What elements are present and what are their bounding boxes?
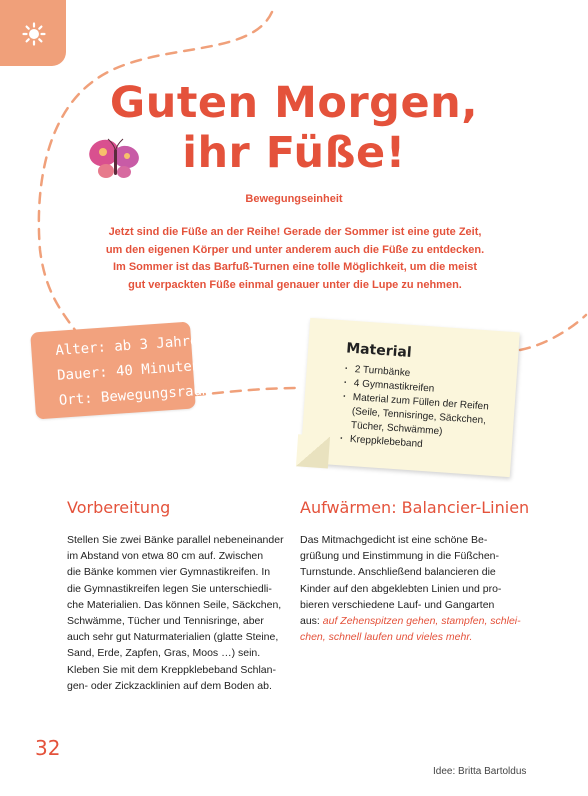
title-line-2: ihr Füße!: [182, 128, 406, 178]
intro-line: Im Sommer ist das Barfuß-Turnen eine tolle Möglichkeit, um die meist: [112, 261, 478, 273]
note-fold: [296, 434, 330, 468]
text-line: Turnstunde. Anschließend balancieren die: [300, 566, 496, 579]
text-line: bieren verschiedene Lauf- und Gangarten: [300, 598, 495, 611]
text-line: die Gymnastikreifen legen Sie unterschiedli-: [67, 582, 272, 595]
material-note: [300, 318, 520, 477]
intro-line: gut verpackten Füße einmal genauer unter die Lupe zu nehmen.: [128, 278, 462, 291]
subtitle: Bewegungseinheit: [245, 193, 343, 205]
intro-line: Jetzt sind die Füße an der Reihe! Gerade der Sommer ist eine gute Zeit,: [108, 226, 482, 238]
corner-tab: [0, 0, 66, 66]
text-line: gen- oder Zickzacklinien auf dem Boden ab.: [67, 679, 272, 692]
prep-heading: Vorbereitung: [67, 498, 171, 517]
butterfly-icon: [86, 135, 144, 185]
text-line: Das Mitmachgedicht ist eine schöne Be-: [300, 534, 488, 546]
list-item: · 4 Gymnastikreifen: [343, 376, 509, 401]
info-duration: Dauer: 40 Minuten: [56, 357, 201, 384]
text-line: [300, 613, 525, 629]
text-plain: aus:: [300, 615, 323, 628]
text-line: Sand, Erde, Zapfen, Gras, Moos …) sein.: [67, 647, 261, 660]
intro-line: um den eigenen Körper und unter anderem auch die Füße zu entdecken.: [105, 243, 485, 256]
credit: Idee: Britta Bartoldus: [433, 766, 527, 777]
text-line: grüßung und Einstimmung in die Füßchen-: [300, 550, 500, 563]
text-line: Stellen Sie zwei Bänke parallel nebeneinander: [67, 534, 284, 546]
list-item: · 2 Turnbänke: [344, 362, 510, 387]
material-title: Material: [345, 340, 413, 361]
info-location: Ort: Bewegungsraum: [58, 382, 211, 409]
material-list: [339, 362, 509, 457]
text-line: auch sehr gut Naturmaterialien (glatte Steine,: [67, 631, 279, 644]
text-line: Kleben Sie mit dem Kreppklebeband Schlan-: [67, 663, 276, 676]
info-age: Alter: ab 3 Jahren: [54, 332, 208, 359]
text-accent: auf Zehenspitzen gehen, stampfen, schlei-: [322, 615, 521, 628]
sun-icon: [22, 22, 46, 46]
intro-text: [70, 224, 520, 294]
warmup-heading: Aufwärmen: Balancier-Linien: [300, 498, 530, 517]
info-card: [30, 322, 211, 420]
text-line: im Abstand von etwa 80 cm auf. Zwischen: [67, 550, 264, 563]
list-item: · Material zum Füllen der Reifen (Seile, Tennisringe, Säckchen, Tücher, Schwämme): [340, 390, 508, 443]
warmup-text: [300, 532, 525, 645]
text-line: die Bänke kommen vier Gymnastikreifen. In: [67, 566, 271, 579]
text-line: che Materialien. Das können Seile, Säckchen,: [67, 598, 282, 611]
text-accent-line: chen, schnell laufen und vieles mehr.: [300, 631, 473, 644]
text-line: Schwämme, Tücher und Tennisringe, aber: [67, 615, 264, 628]
prep-text: [67, 532, 292, 694]
page-number: 32: [35, 736, 61, 760]
title-line-1: Guten Morgen,: [109, 78, 479, 128]
list-item: · Kreppklebeband: [339, 432, 505, 457]
text-line: Kinder auf den abgeklebten Linien und pro-: [300, 582, 502, 595]
